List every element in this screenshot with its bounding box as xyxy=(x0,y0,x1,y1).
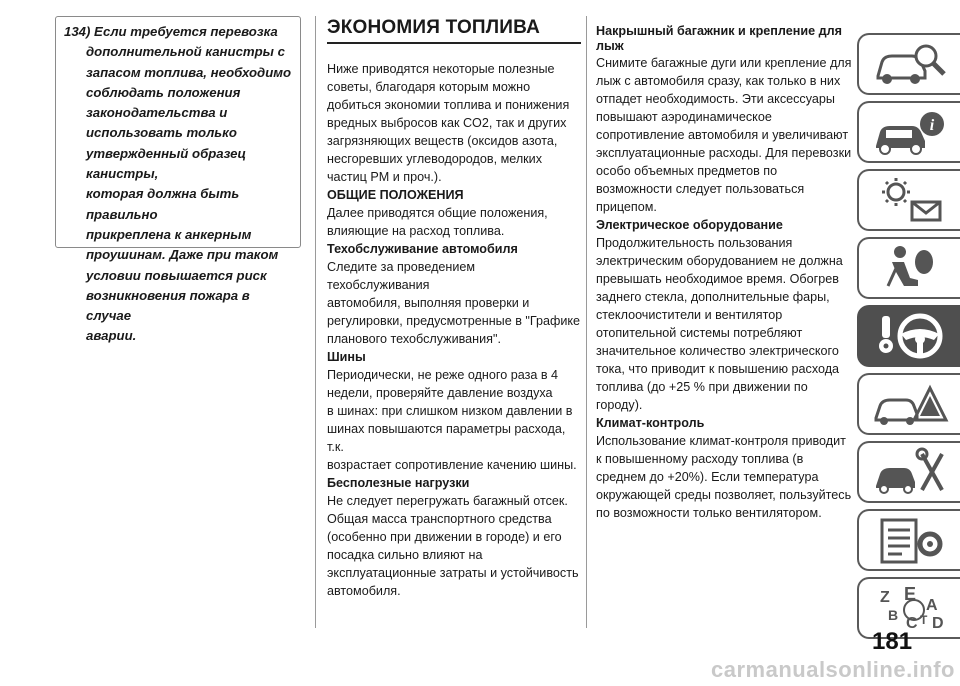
column-accessories xyxy=(596,24,852,522)
watermark: carmanualsonline.info xyxy=(711,657,955,682)
climate-paragraph: Использование климат-контроля приводит к повышенному расходу топлива (в среднем до +20%). Если температура окружающей среды позволяет, пользуйтесь по возможности только вентилятором. xyxy=(596,434,852,520)
car-search-icon xyxy=(870,38,950,90)
column-divider-left xyxy=(315,16,316,628)
tech-data-icon xyxy=(870,514,950,566)
intro-paragraph: Ниже приводятся некоторые полезные советы, благодаря которым можно добиться экономии топлива и понижения вредных выбросов как CO2, так и других загрязняющих веществ (оксидов азота, несгоревших углеводородов, мелких частиц PM и проч.). xyxy=(327,62,570,184)
section-title: ЭКОНОМИЯ ТОПЛИВА xyxy=(327,16,581,44)
key-steering-wheel-icon xyxy=(870,310,950,362)
roof-rack-paragraph: Снимите багажные дуги или крепление для лыж с автомобиля сразу, как только в них отпадет необходимость. Эти аксессуары повышают аэродинамическое сопротивление автомобиля и увеличивают эксплуатационные расходы. Для перевозки особо объемных предметов по возможности следует пользоваться прицепом. xyxy=(596,56,852,214)
svg-text:D: D xyxy=(931,615,944,632)
column-fuel-economy xyxy=(327,16,581,600)
svg-text:A: A xyxy=(925,597,938,614)
tires-paragraph: Периодически, не реже одного раза в 4 недели, проверяйте давление воздуха в шинах: при слишком низком давлении в шинах повышаются параметры расхода, т.к. возрастает сопротивление качению шины. xyxy=(327,368,577,472)
svg-text:B: B xyxy=(887,607,898,623)
tab-breakdown[interactable] xyxy=(857,373,960,435)
service-heading: Техобслуживание автомобиля xyxy=(327,242,518,256)
airbag-passenger-icon xyxy=(870,242,950,294)
svg-text:Z: Z xyxy=(879,589,890,606)
tab-airbag[interactable] xyxy=(857,237,960,299)
warning-note-box xyxy=(55,16,301,344)
page-number: 181 xyxy=(872,628,913,655)
tab-starting-driving[interactable] xyxy=(857,305,960,367)
car-info-icon xyxy=(870,106,950,158)
loads-heading: Бесполезные нагрузки xyxy=(327,476,470,490)
roof-rack-heading: Накрышный багажник и крепление для лыж xyxy=(596,24,842,53)
tab-maintenance[interactable] xyxy=(857,441,960,503)
svg-text:i: i xyxy=(929,117,934,134)
chapter-tabs xyxy=(857,33,960,645)
general-heading: ОБЩИЕ ПОЛОЖЕНИЯ xyxy=(327,188,464,202)
tab-car-search[interactable] xyxy=(857,33,960,95)
alphabetical-index-icon xyxy=(870,582,950,634)
svg-text:C: C xyxy=(905,615,918,632)
general-paragraph: Далее приводятся общие положения, влияющие на расход топлива. xyxy=(327,206,548,238)
tab-tech-data[interactable] xyxy=(857,509,960,571)
warning-note-text: 134) Если требуется перевозка дополнительной канистры с запасом топлива, необходимо соблюдать положения законодательства и использовать только утвержденный образец канистры, которая должна быть правильно прикреплена к анкерным проушинам. Даже при таком условии повышается риск возникновения пожара в случае аварии. xyxy=(64,24,292,344)
car-tools-icon xyxy=(870,446,950,498)
breakdown-warning-icon xyxy=(870,378,950,430)
tab-car-info[interactable] xyxy=(857,101,960,163)
loads-paragraph: Не следует перегружать багажный отсек. Общая масса транспортного средства (особенно при движении в городе) и его посадка сильно влияют на эксплуатационные затраты и устойчивость автомобиля. xyxy=(327,494,579,598)
column-divider-right xyxy=(586,16,587,628)
service-paragraph: Следите за проведением техобслуживания автомобиля, выполняя проверки и регулировки, предусмотренные в "Графике планового техобслуживания". xyxy=(327,260,581,346)
tires-heading: Шины xyxy=(327,350,366,364)
electric-heading: Электрическое оборудование xyxy=(596,218,783,232)
warning-lights-icon xyxy=(870,174,950,226)
svg-text:T: T xyxy=(919,613,927,627)
electric-paragraph: Продолжительность пользования электрическим оборудованием не должна превышать необходимое время. Обогрев заднего стекла, дополнительные фары, стеклоочистители и вентилятор отопительной системы потребляют значительное количество электрического тока, что приводит к повышению расхода топлива (до +25 % при движении по городу). xyxy=(596,236,843,412)
svg-text:E: E xyxy=(903,584,916,604)
tab-warning-lights[interactable] xyxy=(857,169,960,231)
climate-heading: Климат-контроль xyxy=(596,416,705,430)
